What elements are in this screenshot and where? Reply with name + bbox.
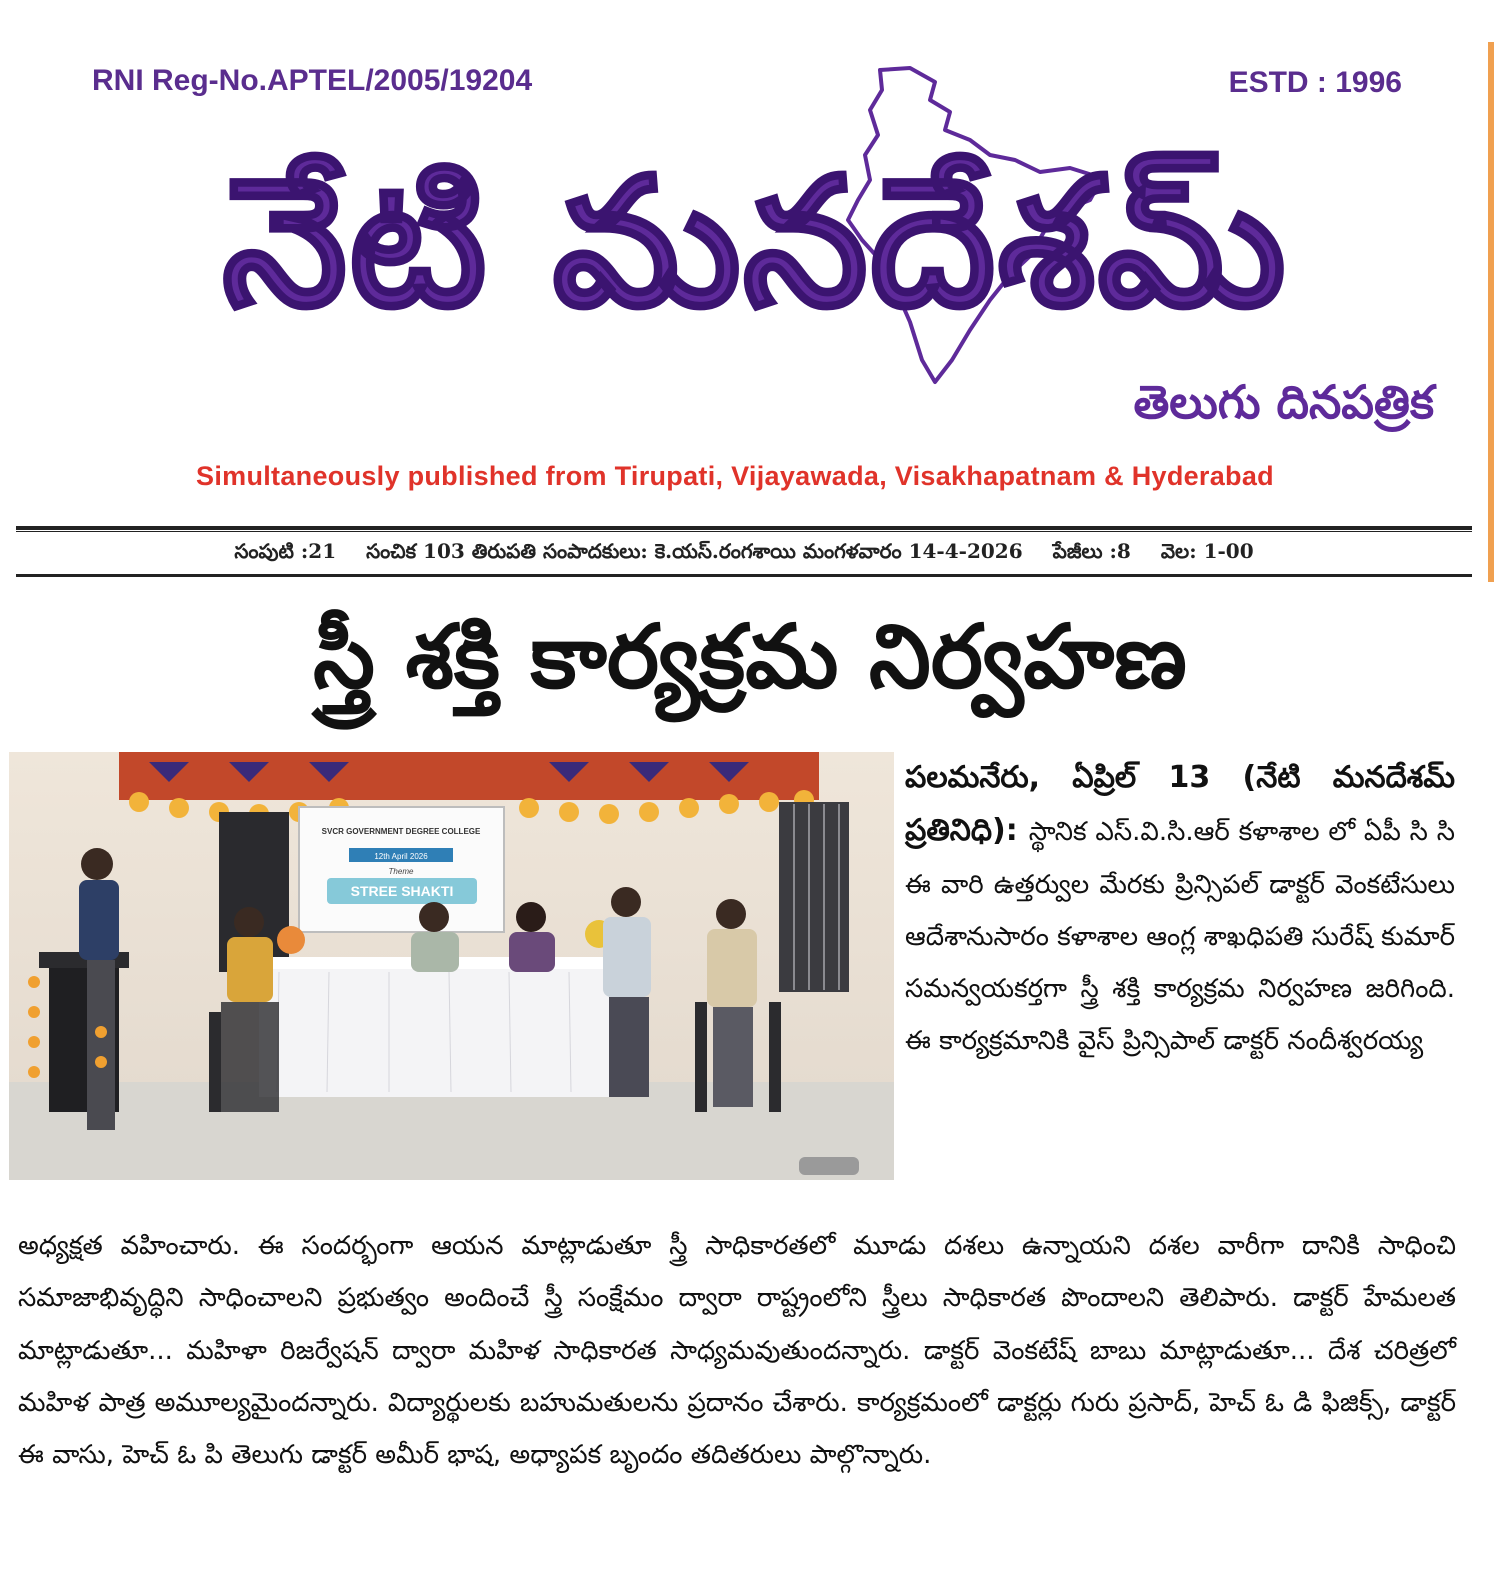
rni-registration: RNI Reg-No.APTEL/2005/19204: [92, 64, 533, 97]
price: వెల: 1-00: [1160, 538, 1254, 563]
page-edge-stripe: [1488, 42, 1494, 582]
top-rule: [16, 526, 1472, 530]
article-lead-text: స్థానిక ఎస్.వి.సి.ఆర్ కళాశాల లో ఏపీ సి సి ఈ వారి ఉత్తర్వుల మేరకు ప్రిన్సిపల్ డాక్టర్ వెంకటేసులు ఆదేశానుసారం కళాశాల ఆంగ్ల శాఖధిపతి సురేష్ కుమార్ సమన్వయకర్తగా స్త్రీ శక్తి కార్యక్రమ నిర్వహణ జరిగింది. ఈ కార్యక్రమానికి వైస్ ప్రిన్సిపాల్ డాక్టర్ నందీశ్వరయ్య: [905, 817, 1455, 1057]
article-body: అధ్యక్షత వహించారు. ఈ సందర్భంగా ఆయన మాట్లాడుతూ స్త్రీ సాధికారతలో మూడు దశలు ఉన్నాయని దశల వారీగా దానికి సాధించి సమాజాభివృద్ధిని సాధించాలని ప్రభుత్వం అందించే స్త్రీ సంక్షేమం ద్వారా రాష్ట్రంలోని స్త్రీలు సాధికారత పొందాలని తెలిపారు. డాక్టర్ హేమలత మాట్లాడుతూ... మహిళా రిజర్వేషన్ ద్వారా మహిళ సాధికారత సాధ్యమవుతుందన్నారు. డాక్టర్ వెంకటేష్ బాబు మాట్లాడుతూ... దేశ చరిత్రలో మహిళ పాత్ర అమూల్యమైందన్నారు. విద్యార్థులకు బహుమతులను ప్రదానం చేశారు. కార్యక్రమంలో డాక్టర్లు గురు ప్రసాద్, హెచ్ ఓ డి ఫిజిక్స్, డాక్టర్ ఈ వాసు, హెచ్ ఓ పి తెలుగు డాక్టర్ అమీర్ భాష, అధ్యాపక బృందం తదితరులు పాల్గొన్నారు.: [18, 1231, 1456, 1471]
edition-info-bar: [16, 536, 1472, 570]
article-lead-column: [905, 752, 1455, 1068]
issue-details: సంచిక 103 తిరుపతి సంపాదకులు: కె.యస్.రంగశాయి మంగళవారం 14-4-2026: [366, 538, 1023, 563]
event-photo: [9, 752, 894, 1180]
top-rule-thin: [16, 531, 1472, 532]
page-count: పేజీలు :8: [1052, 538, 1131, 563]
screen-date: 12th April 2026: [374, 852, 428, 861]
publication-cities: Simultaneously published from Tirupati, Vijayawada, Visakhapatnam & Hyderabad: [196, 461, 1274, 491]
newspaper-tagline: తెలుగు దినపత్రిక: [1133, 375, 1434, 429]
screen-college-name: SVCR GOVERNMENT DEGREE COLLEGE: [321, 827, 481, 836]
event-photo-illustration: [9, 752, 894, 1180]
article-dateline: పలమనేరు, ఏప్రిల్ 13 (నేటి మనదేశమ్ ప్రతినిధి):: [905, 760, 1455, 849]
bottom-rule: [16, 574, 1472, 577]
screen-theme-label: Theme: [388, 867, 414, 876]
established-year: ESTD : 1996: [1228, 66, 1402, 99]
article-headline: స్త్రీ శక్తి కార్యక్రమ నిర్వహణ: [313, 605, 1187, 708]
screen-title: STREE SHAKTI: [350, 883, 454, 899]
volume-number: సంపుటి :21: [234, 538, 337, 563]
newspaper-title: నేటి మనదేశమ్: [222, 139, 1288, 346]
